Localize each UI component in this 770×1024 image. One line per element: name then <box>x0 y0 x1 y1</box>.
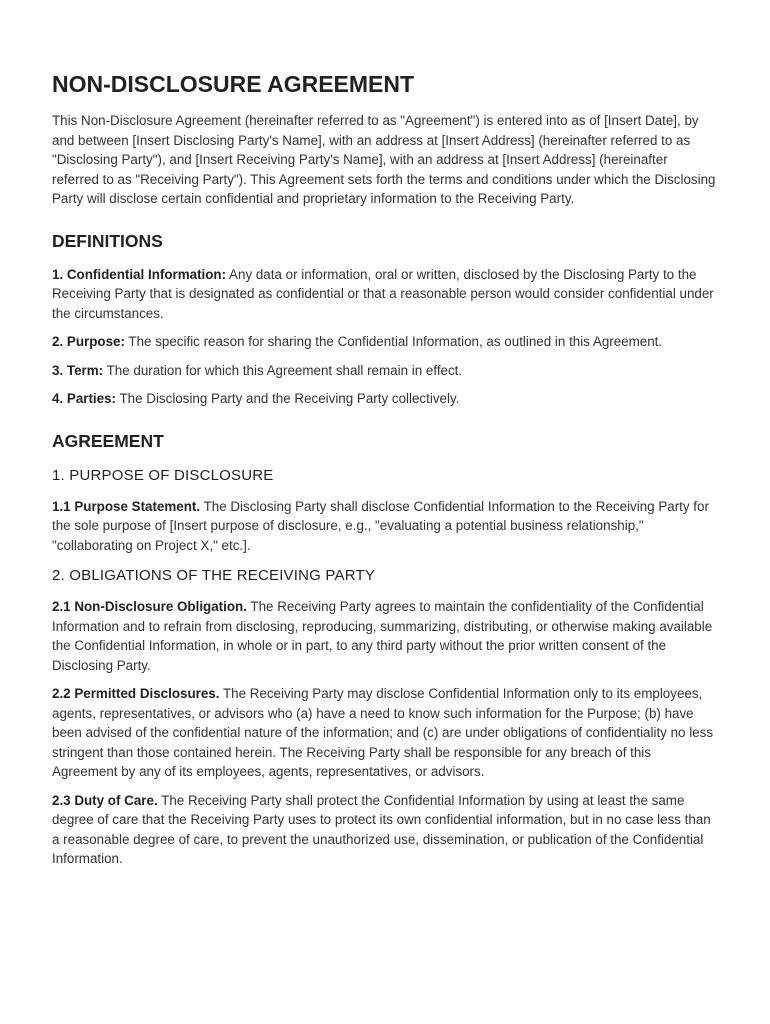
section-purpose-of-disclosure <box>52 465 718 556</box>
definitions-list <box>52 265 718 409</box>
definition-term: 2. Purpose: <box>52 334 125 349</box>
definition-item <box>52 265 718 324</box>
section-heading: 1. PURPOSE OF DISCLOSURE <box>52 466 274 484</box>
definition-term: 1. Confidential Information: <box>52 266 227 282</box>
agreement-heading: AGREEMENT <box>52 430 164 451</box>
clause-lead: 2.1 Non-Disclosure Obligation. <box>52 599 247 614</box>
definition-text: The specific reason for sharing the Confidential Information, as outlined in this Agreement. <box>124 334 663 349</box>
definition-term: 3. Term: <box>52 362 104 378</box>
intro-paragraph: This Non-Disclosure Agreement (hereinafter referred to as "Agreement") is entered into as of [Insert Date], by and between [Insert Disclosing Party's Name], with an address at [Insert Address] (hereinafter referred to as "Disclosing Party"), and [Insert Receiving Party's Name], with an address at [Insert Address] (hereinafter referred to as "Receiving Party"). This Agreement sets forth the terms and conditions under which the Disclosing Party will disclose certain confidential and proprietary information to the Receiving Party. <box>52 113 716 206</box>
clause-item <box>52 497 718 556</box>
clause-text: The Receiving Party shall protect the Confidential Information by using at least the same degree of care that the Receiving Party uses to protect its own confidential information, but in no case less than a reasonable degree of care, to prevent the unauthorized use, dissemination, or publication of the Confidential Information. <box>52 792 711 866</box>
definitions-heading: DEFINITIONS <box>52 230 163 251</box>
clause-lead: 2.3 Duty of Care. <box>52 792 158 808</box>
definition-text: The Disclosing Party and the Receiving Party collectively. <box>116 391 460 406</box>
definition-term: 4. Parties: <box>52 391 117 406</box>
clause-text: The Receiving Party may disclose Confidential Information only to its employees, agents, representatives, or advisors who (a) have a need to know such information for the Purpose; (b) have been advised of the confidential nature of the information; and (c) are under obligations of confidentiality no less stringent than those contained herein. The Receiving Party shall be responsible for any breach of this Agreement by any of its employees, agents, representatives, or advisors. <box>52 686 714 779</box>
definition-item <box>52 332 718 352</box>
clause-lead: 2.2 Permitted Disclosures. <box>52 686 220 701</box>
definition-item <box>52 361 718 381</box>
clause-item <box>52 684 718 782</box>
definition-item <box>52 389 718 409</box>
definition-text: The duration for which this Agreement shall remain in effect. <box>103 362 463 378</box>
clause-text: The Receiving Party agrees to maintain the confidentiality of the Confidential Information and to refrain from disclosing, reproducing, summarizing, distributing, or otherwise making available the Confidential Information, in whole or in part, to any third party without the prior written consent of the Disclosing Party. <box>52 599 713 673</box>
clause-item <box>52 791 718 869</box>
definition-text: Any data or information, oral or written, disclosed by the Disclosing Party to the Receiving Party that is designated as confidential or that a reasonable person would consider confidential under the circumstances. <box>52 266 714 321</box>
document-title: NON-DISCLOSURE AGREEMENT <box>52 71 415 97</box>
clause-lead: 1.1 Purpose Statement. <box>52 498 201 514</box>
clause-item <box>52 597 718 675</box>
section-heading: 2. OBLIGATIONS OF THE RECEIVING PARTY <box>52 567 376 584</box>
section-obligations <box>52 565 718 869</box>
clause-text: The Disclosing Party shall disclose Confidential Information to the Receiving Party for the sole purpose of [Insert purpose of disclosure, e.g., "evaluating a potential business relationship," "collaborating on Project X," etc.]. <box>52 498 709 553</box>
